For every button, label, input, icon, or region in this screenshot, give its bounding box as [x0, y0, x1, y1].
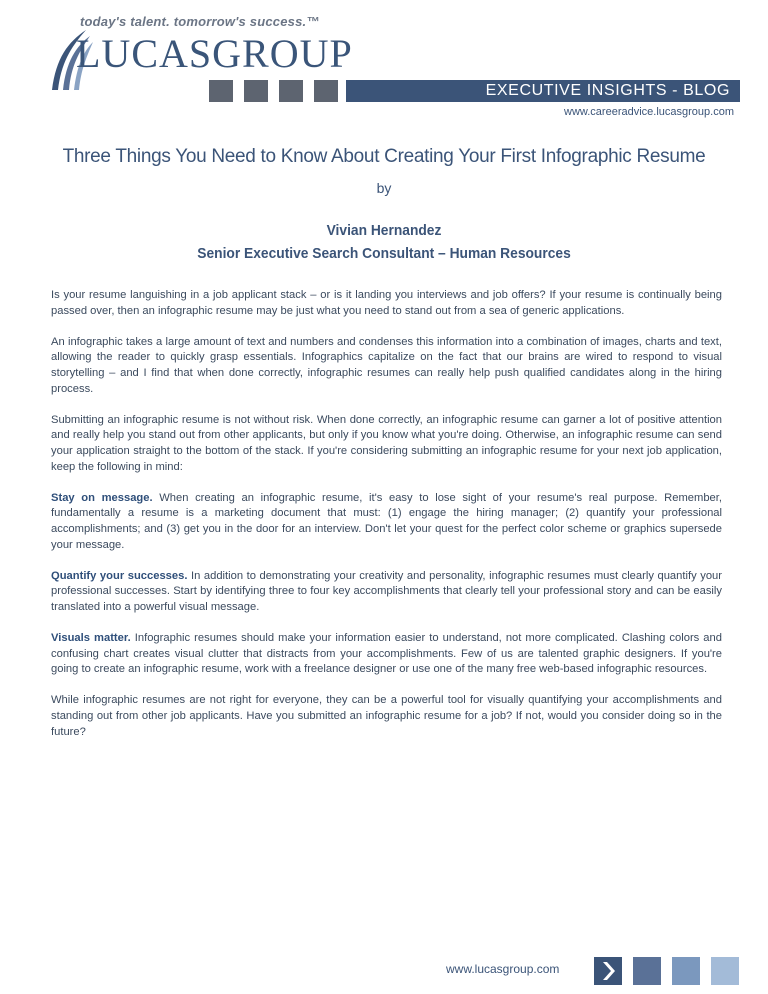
next-page-button[interactable] [594, 957, 622, 985]
blog-url-link[interactable]: www.careeradvice.lucasgroup.com [564, 106, 734, 118]
footer-square [672, 957, 700, 985]
footer-website-link[interactable]: www.lucasgroup.com [446, 962, 560, 976]
footer-square [633, 957, 661, 985]
article-title: Three Things You Need to Know About Creating Your First Infographic Resume [62, 146, 706, 167]
paragraph-text: In addition to demonstrating your creativity and personality, infographic resumes must clearly quantify your professional successes. Start by identifying three to four key accomplishments that clearly tell your professional story and can be easily translated into a powerful visual message. [51, 569, 722, 613]
decor-square [244, 80, 268, 102]
article-body [51, 288, 722, 756]
decorative-squares [209, 80, 338, 102]
paragraph-text: Infographic resumes should make your information easier to understand, not more complicated. Clashing colors and confusing chart creates visual clutter that distracts from your accomplishments. Few of us are talented graphic designers. If you're going to create an infographic resume, work with a freelance designer or use one of the many free web-based infographic resources. [51, 632, 722, 676]
paragraph-lead: Stay on message. [51, 491, 153, 504]
paragraph [51, 631, 722, 678]
paragraph: An infographic takes a large amount of text and numbers and condenses this information into a combination of images, charts and text, allowing the reader to quickly grasp essentials. Infographics capitalize on the fact that our brains are wired to respond to visual storytelling – and I find that when done correctly, infographic resumes can really help push qualified candidates along in the hiring process. [51, 335, 722, 395]
author-name: Vivian Hernandez [326, 222, 442, 239]
paragraph: While infographic resumes are not right for everyone, they can be a powerful tool for visually quantifying your accomplishments and standing out from other job applicants. Have you submitted an infographic resume for a job? If not, would you consider doing so in the future? [51, 694, 722, 738]
byline-by: by [376, 180, 392, 196]
chevron-right-icon [594, 957, 622, 985]
footer-decor [594, 957, 739, 985]
paragraph-lead: Visuals matter. [51, 632, 131, 645]
paragraph-lead: Quantify your successes. [51, 569, 188, 582]
paragraph [51, 569, 722, 616]
paragraph: Submitting an infographic resume is not without risk. When done correctly, an infographic resume can garner a lot of positive attention and really help you stand out from other applicants, but only if you know what you're doing. Otherwise, an infographic resume can send your application straight to the bottom of the stack. If you're considering submitting an infographic resume for your next job application, keep the following in mind: [51, 413, 722, 473]
company-tagline: today's talent. tomorrow's success.™ [80, 14, 320, 29]
author-role: Senior Executive Search Consultant – Human Resources [197, 245, 571, 262]
section-banner: EXECUTIVE INSIGHTS - BLOG [346, 80, 740, 102]
footer-square [711, 957, 739, 985]
decor-square [279, 80, 303, 102]
paragraph-text: When creating an infographic resume, it's easy to lose sight of your resume's real purpose. Remember, fundamentally a resume is a marketing document that must: (1) engage the hiring manager; (2) quantify your professional accomplishments; and (3) get you in the door for an interview. Don't let your quest for the perfect color scheme or graphics supersede your message. [51, 491, 722, 551]
decor-square [314, 80, 338, 102]
decor-square [209, 80, 233, 102]
paragraph [51, 491, 722, 553]
paragraph: Is your resume languishing in a job applicant stack – or is it landing you interviews and job offers? If your resume is continually being passed over, then an infographic resume may be just what you need to stand out from a sea of generic applications. [51, 289, 722, 317]
brand-wordmark: LUCASGROUP [76, 31, 353, 76]
